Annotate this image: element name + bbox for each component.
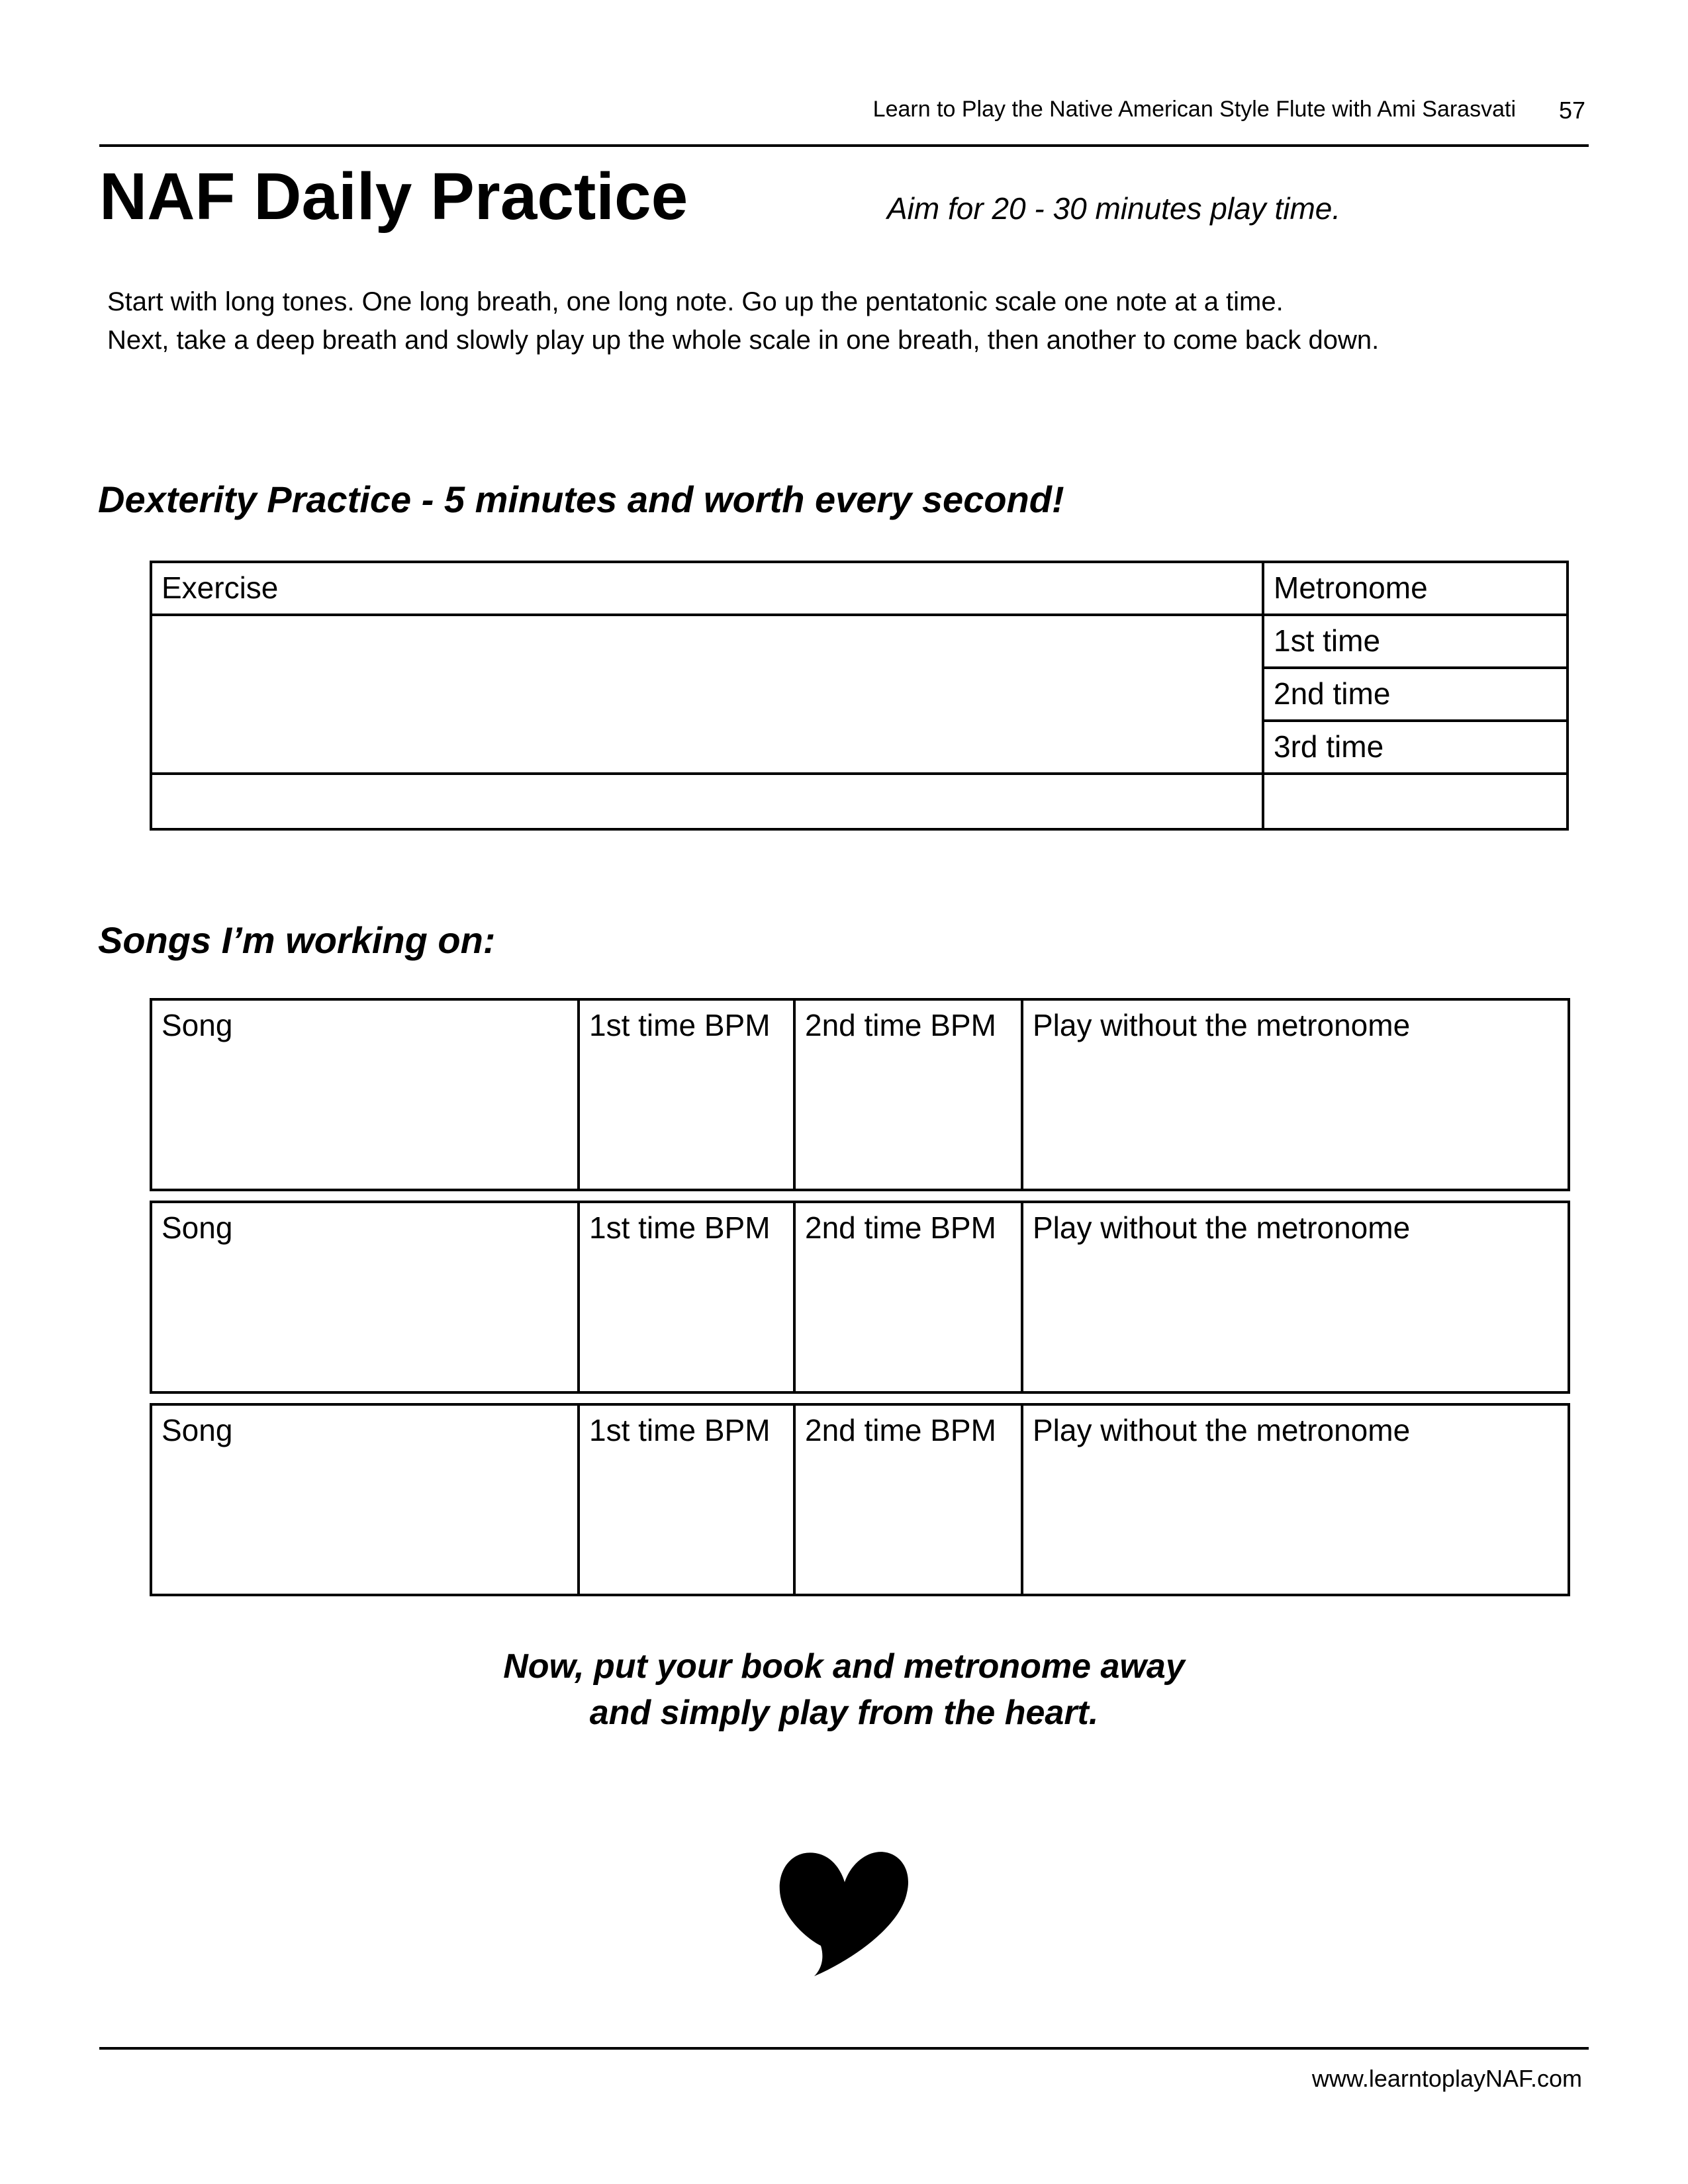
heart-icon [774, 1846, 914, 1979]
intro-line-2: Next, take a deep breath and slowly play up the whole scale in one breath, then another to come back down. [107, 326, 1380, 355]
song-cell[interactable]: Song [151, 1202, 579, 1392]
exercise-entry-cell-2[interactable] [151, 774, 1263, 829]
song-block-3 [150, 1403, 1570, 1596]
page-title: NAF Daily Practice [99, 159, 688, 234]
song-block-2 [150, 1201, 1570, 1394]
metronome-2nd-time[interactable]: 2nd time [1263, 668, 1568, 721]
song-cell[interactable]: Song [151, 1404, 579, 1595]
running-header: Learn to Play the Native American Style Flute with Ami Sarasvati [872, 97, 1516, 122]
second-bpm-cell[interactable]: 2nd time BPM [794, 1202, 1022, 1392]
page-subtitle: Aim for 20 - 30 minutes play time. [887, 191, 1341, 226]
footer-rule [99, 2047, 1589, 2050]
metronome-entry-cell-2[interactable] [1263, 774, 1568, 829]
closing-line-2: and simply play from the heart. [589, 1694, 1099, 1732]
first-bpm-cell[interactable]: 1st time BPM [579, 1202, 794, 1392]
first-bpm-cell[interactable]: 1st time BPM [579, 999, 794, 1190]
second-bpm-cell[interactable]: 2nd time BPM [794, 999, 1022, 1190]
metronome-header: Metronome [1263, 562, 1568, 615]
footer-url[interactable]: www.learntoplayNAF.com [1311, 2065, 1582, 2092]
intro-line-1: Start with long tones. One long breath, one long note. Go up the pentatonic scale one note at a time. [107, 287, 1284, 316]
no-metronome-cell[interactable]: Play without the metronome [1022, 1202, 1569, 1392]
no-metronome-cell[interactable]: Play without the metronome [1022, 1404, 1569, 1595]
no-metronome-cell[interactable]: Play without the metronome [1022, 999, 1569, 1190]
song-cell[interactable]: Song [151, 999, 579, 1190]
second-bpm-cell[interactable]: 2nd time BPM [794, 1404, 1022, 1595]
exercise-entry-cell[interactable] [151, 615, 1263, 774]
page-number: 57 [1558, 97, 1585, 124]
metronome-3rd-time[interactable]: 3rd time [1263, 721, 1568, 774]
metronome-1st-time[interactable]: 1st time [1263, 615, 1568, 668]
dexterity-heading: Dexterity Practice - 5 minutes and worth every second! [98, 478, 1064, 520]
first-bpm-cell[interactable]: 1st time BPM [579, 1404, 794, 1595]
song-block-1 [150, 998, 1570, 1191]
header-rule [99, 144, 1589, 147]
dexterity-table [150, 561, 1569, 831]
closing-line-1: Now, put your book and metronome away [503, 1647, 1185, 1686]
exercise-header: Exercise [151, 562, 1263, 615]
songs-heading: Songs I’m working on: [98, 919, 496, 961]
